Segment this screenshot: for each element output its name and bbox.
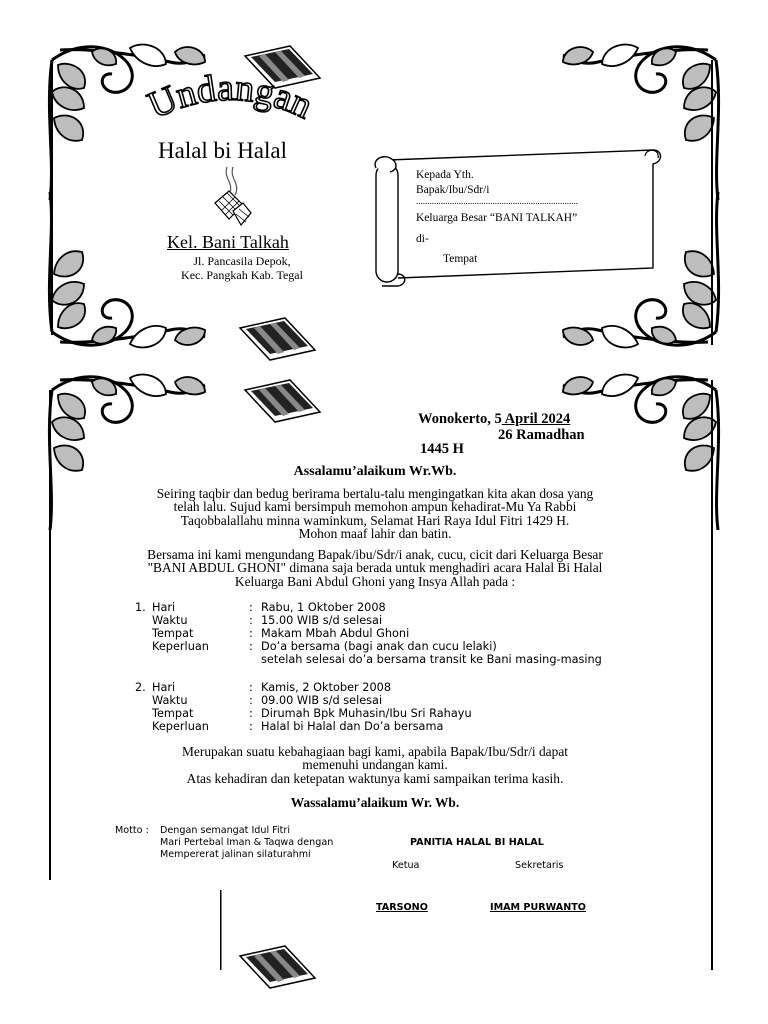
colon: : — [249, 640, 253, 653]
event-value: Do’a bersama (bagi anak dan cucu lelaki) — [261, 640, 497, 653]
paragraph-3: Merupakan suatu kebahagiaan bagi kami, apabila Bapak/Ibu/Sdr/i dapat memenuhi undangan kami. Atas kehadiran dan ketepatan waktunya kami sampaikan terima kasih. — [182, 744, 568, 786]
event-value: Kamis, 2 Oktober 2008 — [261, 681, 392, 694]
event-number: 2. — [135, 681, 146, 694]
chair-name: TARSONO — [376, 902, 428, 913]
closing-greeting: Wassalamu’alaikum Wr. Wb. — [290, 795, 460, 810]
recipient-line-5: Tempat — [443, 253, 478, 265]
letter-date: Wonokerto, 5 April 2024 — [418, 411, 571, 427]
event-value: Halal bi Halal dan Do’a bersama — [261, 720, 444, 733]
svg-text:Undangan: Undangan — [141, 70, 319, 128]
cover-subtitle: Halal bi Halal — [158, 138, 288, 163]
committee-name: PANITIA HALAL BI HALAL — [410, 837, 544, 848]
address-line-2: Kec. Pangkah Kab. Tegal — [181, 268, 303, 282]
event-label: Keperluan — [152, 720, 209, 733]
event-label: Tempat — [152, 707, 194, 720]
event-label: Hari — [152, 681, 176, 694]
address-line-1: Jl. Pancasila Depok, — [193, 254, 291, 268]
event-value-extra: setelah selesai do’a bersama transit ke Bani masing-masing — [261, 653, 602, 666]
chair-title: Ketua — [392, 860, 420, 871]
secretary-name: IMAM PURWANTO — [490, 902, 586, 913]
hijri-date: 26 Ramadhan — [498, 427, 585, 443]
colon: : — [249, 694, 253, 707]
paragraph-2: Bersama ini kami mengundang Bapak/ibu/Sdr/i anak, cucu, cicit dari Keluarga Besar "BANI ABDUL GHONI" dimana saja berada untuk menghadiri acara Halal Bi Halal Keluarga Bani Abdul Ghoni yang Insya Allah pada : — [147, 547, 603, 589]
colon: : — [249, 614, 253, 627]
event-label: Waktu — [152, 614, 188, 627]
event-label: Hari — [152, 601, 176, 614]
secretary-title: Sekretaris — [515, 860, 564, 871]
colon: : — [249, 601, 253, 614]
event-value: 15.00 WIB s/d selesai — [261, 614, 383, 627]
colon: : — [249, 681, 253, 694]
event-value: 09.00 WIB s/d selesai — [261, 694, 383, 707]
hijri-year: 1445 H — [420, 441, 464, 457]
motto-line: Mempererat jalinan silaturahmi — [160, 849, 311, 860]
motto-line: Mari Pertebal Iman & Taqwa dengan — [160, 837, 334, 848]
opening-greeting: Assalamu’alaikum Wr.Wb. — [293, 464, 457, 479]
colon: : — [249, 707, 253, 720]
recipient-line-3: Keluarga Besar “BANI TALKAH” — [416, 212, 578, 224]
motto-line: Dengan semangat Idul Fitri — [160, 825, 291, 836]
recipient-line-4: di- — [416, 233, 429, 245]
family-name: Kel. Bani Talkah — [167, 232, 289, 252]
colon: : — [249, 627, 253, 640]
recipient-line-2: Bapak/Ibu/Sdr/i — [416, 184, 490, 196]
recipient-line-1: Kepada Yth. — [416, 169, 474, 181]
event-number: 1. — [135, 601, 146, 614]
motto-label: Motto : — [115, 825, 149, 836]
ketupat-icon — [205, 165, 255, 233]
recipient-dots: ........................................................................ — [416, 196, 578, 206]
paragraph-1: Seiring taqbir dan bedug berirama bertalu-talu mengingatkan kita akan dosa yang telah lalu. Sujud kami bersimpuh memohon ampun kehadirat-Mu Ya Rabbi Taqobbalallahu minna waminkum, Selamat Hari Raya Idul Fitri 1429 H. Mohon maaf lahir dan batin. — [156, 486, 594, 542]
colon: : — [249, 720, 253, 733]
event-label: Tempat — [152, 627, 194, 640]
event-value: Makam Mbah Abdul Ghoni — [261, 627, 410, 640]
event-value: Dirumah Bpk Muhasin/Ibu Sri Rahayu — [261, 707, 472, 720]
event-label: Keperluan — [152, 640, 209, 653]
event-label: Waktu — [152, 694, 188, 707]
event-value: Rabu, 1 Oktober 2008 — [261, 601, 386, 614]
